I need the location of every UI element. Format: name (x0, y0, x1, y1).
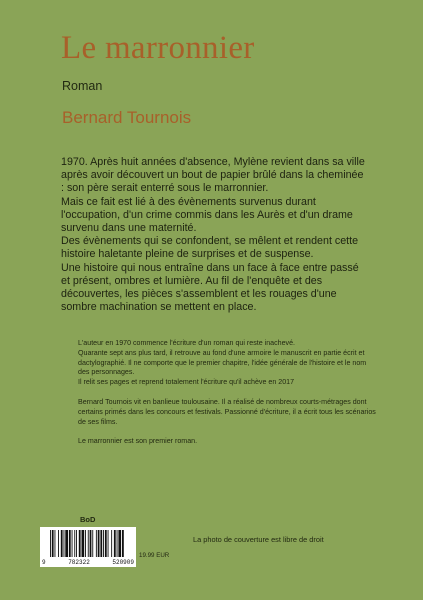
barcode (40, 527, 136, 567)
author-name: Bernard Tournois (62, 108, 192, 127)
synopsis-paragraph: Une histoire qui nous entraîne dans un face à face entre passé et présent, ombres et lumière. Au fil de l'enquête et des découvertes, les pièces s'assemblent et les rouages d'une sombre machination se mettent en place. (61, 261, 359, 314)
synopsis-paragraph: Mais ce fait est lié à des évènements survenus durant l'occupation, d'un crime commis dans les Aurès et d'un drame survenu dans une maternité. (61, 195, 353, 235)
isbn-left: 782322 (68, 559, 90, 566)
bio-paragraph: L'auteur en 1970 commence l'écriture d'un roman qui reste inachevé. (78, 339, 296, 347)
price-label: 19.99 EUR (139, 552, 170, 559)
author-bio (78, 339, 378, 447)
isbn-prefix: 9 (42, 559, 46, 566)
publisher-label: BoD (80, 515, 96, 524)
book-title: Le marronnier (61, 30, 255, 66)
isbn-right: 520909 (112, 559, 134, 566)
bio-paragraph: Le marronnier est son premier roman. (78, 437, 198, 446)
bio-paragraph: Bernard Tournois vit en banlieue toulousaine. Il a réalisé de nombreux courts-métrages dont certains primés dans les concours et festivals. Passionné d'écriture, il a écrit tous les scénarios de ses films. (78, 397, 376, 426)
synopsis-paragraph: Des évènements qui se confondent, se mêlent et rendent cette histoire haletante pleine de surprises et de suspense. (61, 235, 359, 261)
bio-paragraph: Il relit ses pages et reprend totalement l'écriture qu'il achève en 2017 (78, 378, 295, 387)
bio-paragraph: Quarante sept ans plus tard, il retrouve au fond d'une armoire le manuscrit en partie écrit et dactylographié. Il ne comporte que le premier chapitre, l'idée générale de l'histoire et le nom des personnages. (78, 348, 367, 377)
synopsis-paragraph: 1970. Après huit années d'absence, Mylène revient dans sa ville après avoir découvert un bout de papier brûlé dans la cheminée : son père serait enterré sous le marronnier. (61, 156, 365, 195)
barcode-bars-icon (50, 530, 126, 557)
isbn-number (42, 559, 134, 566)
photo-credit: La photo de couverture est libre de droit (193, 535, 324, 544)
genre-label: Roman (62, 79, 103, 93)
synopsis (61, 156, 366, 314)
